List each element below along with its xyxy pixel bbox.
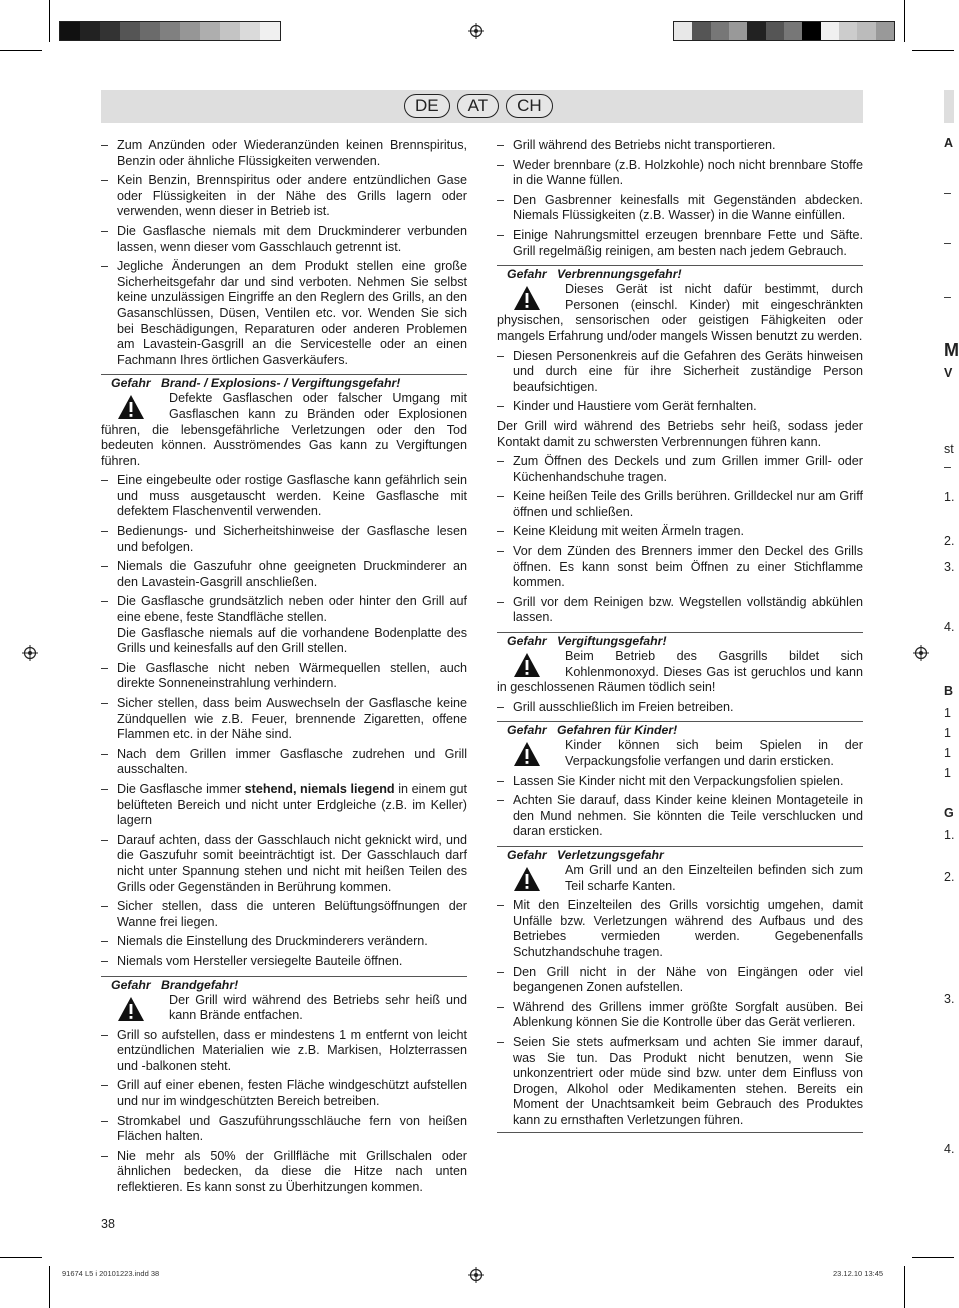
edge-text-fragment: 1. [944,490,955,504]
bullet-list [497,138,863,259]
list-item: – Grill während des Betriebs nicht transportieren. [497,138,863,154]
left-column [101,138,467,1200]
edge-text-fragment: 4. [944,1142,955,1156]
edge-text-fragment: 1. [944,828,955,842]
warning-title: Brandgefahr! [161,977,239,992]
edge-text-fragment: A [944,136,954,150]
list-item: – Grill so aufstellen, dass er mindestens 1 m entfernt von leicht entzündlichen Materialien wie z.B. Markisen, Holzterrassen und -balkonen steht. [101,1028,467,1075]
warning-label: Gefahr [507,847,547,862]
warning-triangle-icon [513,866,541,892]
list-item: – Lassen Sie Kinder nicht mit den Verpackungsfolien spielen. [497,774,863,790]
list-item: – Einige Nahrungsmittel erzeugen brennbare Fette und Säfte. Grill regelmäßig reinigen, am besten nach jedem Gebrauch. [497,228,863,259]
color-swatch [711,22,729,40]
warning-block [497,721,863,769]
list-item: – Seien Sie stets aufmerksam und achten Sie immer darauf, was Sie tun. Das Produkt nicht benutzen, wenn Sie unkonzentriert oder müde sind bzw. unter dem Einfluss von Drogen, Alkohol oder Medikamenten stehen. Bereits ein Moment der Unachtsamkeit beim Gebrauch des Produktes kann zu ernsthaften Verletzungen führen. [497,1035,863,1129]
edge-text-fragment: 3. [944,560,955,574]
list-item: – Den Grill nicht in der Nähe von Eingängen oder viel begangenen Zonen aufstellen. [497,965,863,996]
list-item: – Keine Kleidung mit weiten Ärmeln tragen. [497,524,863,540]
color-swatch [802,22,820,40]
color-swatch [260,22,280,40]
color-swatch [160,22,180,40]
edge-text-fragment: 1 [944,766,951,780]
footer-date: 23.12.10 13:45 [833,1269,884,1278]
registration-mark-icon [22,645,38,661]
crop-mark [0,1257,42,1258]
lang-tag-ch: CH [506,94,553,118]
warning-label: Gefahr [111,376,151,391]
warning-text: Der Grill wird während des Betriebs sehr heiß und kann Brände entfachen. [101,993,467,1024]
section-divider [497,1132,863,1133]
list-item: – Bedienungs- und Sicherheitshinweise der Gasflasche lesen und befolgen. [101,524,467,555]
bullet-list [497,898,863,1128]
color-swatch [240,22,260,40]
warning-label: Gefahr [507,723,547,738]
color-swatch [821,22,839,40]
warning-heading [111,978,467,993]
edge-text-fragment: – [944,290,951,304]
list-item: – Kinder und Haustiere vom Gerät fernhalten. [497,399,863,415]
color-swatch [120,22,140,40]
crop-mark [912,1257,954,1258]
list-item: – Niemals vom Hersteller versiegelte Bauteile öffnen. [101,954,467,970]
warning-text: Defekte Gasflaschen oder falscher Umgang mit Gasflaschen kann zu Bränden oder Explosionen führen, die lebensgefährliche Verletzungen oder den Tod bedeuten können. Ausströmendes Gas kann zu Vergiftungen führen. [101,391,467,468]
warning-title: Vergiftungsgefahr! [557,634,667,649]
list-item: – Zum Öffnen des Deckels und zum Grillen immer Grill- oder Küchenhandschuhe tragen. [497,454,863,485]
list-item: – Keine heißen Teile des Grills berühren. Grilldeckel nur am Griff öffnen und schließen. [497,489,863,520]
warning-heading [507,634,863,649]
edge-text-fragment: 2. [944,534,955,548]
bullet-list [497,700,863,716]
edge-text-fragment: M [944,340,959,360]
warning-text: Kinder können sich beim Spielen in der Verpackungsfolie verfangen und darin ersticken. [497,738,863,769]
crop-mark [912,50,954,51]
color-swatch [876,22,894,40]
list-item: – Während des Grillens immer größte Sorgfalt ausüben. Bei Ablenkung können Sie die Kontrolle über das Gerät verlieren. [497,1000,863,1031]
registration-mark-icon [468,23,484,39]
warning-label: Gefahr [111,977,151,992]
list-item: – Darauf achten, dass der Gasschlauch nicht geknickt wird, und die Gaszufuhr somit beeinträchtigt ist. Der Gasschlauch darf nicht unter Spannung stehen und nicht mit heißen Teilen des Grills oder Gegenständen in Berührung kommen. [101,833,467,895]
warning-triangle-icon [513,741,541,767]
edge-text-fragment: G [944,806,954,820]
registration-mark-icon [468,1267,484,1283]
list-item: – Stromkabel und Gaszuführungsschläuche fern von heißen Flächen halten. [101,1114,467,1145]
warning-block [101,976,467,1024]
warning-triangle-icon [117,996,145,1022]
warning-triangle-icon [117,394,145,420]
language-tags [404,94,553,118]
warning-heading [111,376,467,391]
bullet-list [101,1028,467,1196]
next-page-header-strip [944,90,954,123]
list-item: – Vor dem Zünden des Brenners immer den Deckel des Grills öffnen. Es kann sonst beim Öffnen zu einer Stichflamme kommen. [497,544,863,591]
lang-tag-de: DE [404,94,450,118]
list-item: – Grill auf einer ebenen, festen Fläche windgeschützt aufstellen und nur im windgeschützten Bereich betreiben. [101,1078,467,1109]
color-swatch [220,22,240,40]
color-swatch [857,22,875,40]
color-swatch [839,22,857,40]
warning-block [497,265,863,344]
color-swatch [692,22,710,40]
edge-text-fragment: – [944,186,951,200]
crop-mark [904,1266,905,1308]
edge-text-fragment: – [944,236,951,250]
crop-mark [904,0,905,42]
list-item: – Die Gasflasche grundsätzlich neben oder hinter den Grill auf eine ebene, feste Standfläche stellen. [101,594,467,625]
list-item: – Weder brennbare (z.B. Holzkohle) noch nicht brennbare Stoffe in die Wanne füllen. [497,158,863,189]
list-item: – Nie mehr als 50% der Grillfläche mit Grillschalen oder ähnlichen bedecken, da diese die Hitze nach unten reflektieren. Es kann sonst zu Überhitzungen kommen. [101,1149,467,1196]
list-item: – Den Gasbrenner keinesfalls mit Gegenständen abdecken. Niemals Flüssigkeiten (z.B. Wasser) in die Wanne einfüllen. [497,193,863,224]
edge-text-fragment: 1 [944,746,951,760]
emphasis-text: stehend, niemals liegend [244,781,395,796]
color-swatch [766,22,784,40]
footer-file-info: 91674 L5 i 20101223.indd 38 [62,1269,160,1278]
lang-tag-at: AT [457,94,499,118]
list-item: – Zum Anzünden oder Wiederanzünden keinen Brennspiritus, Benzin oder ähnliche Flüssigkeiten verwenden. [101,138,467,169]
list-item: – Nach dem Grillen immer Gasflasche zudrehen und Grill ausschalten. [101,747,467,778]
crop-mark [0,50,42,51]
warning-title: Verbrennungsgefahr! [557,267,682,282]
color-swatch [80,22,100,40]
color-swatch [729,22,747,40]
bullet-list [497,349,863,415]
list-item-continuation: Die Gasflasche niemals auf die vorhandene Bodenplatte des Grills und keinesfalls auf den Grill stellen. [117,625,467,656]
edge-text-fragment: V [944,366,953,380]
color-swatch [747,22,765,40]
color-swatch [60,22,80,40]
list-item: – Sicher stellen, dass die unteren Belüftungsöffnungen der Wanne frei liegen. [101,899,467,930]
list-item: – Achten Sie darauf, dass Kinder keine kleinen Montageteile in den Mund nehmen. Sie könnten die Teile verschlucken und daran ersticken. [497,793,863,840]
bullet-list [497,774,863,840]
color-calibration-bar-right [673,21,895,41]
edge-text-fragment: 1 [944,706,951,720]
warning-title: Brand- / Explosions- / Vergiftungsgefahr! [161,376,401,391]
color-swatch [674,22,692,40]
list-item: – Die Gasflasche immer stehend, niemals liegend in einem gut belüfteten Bereich und nicht unter Erdgleiche (z.B. im Keller) lagern [101,782,467,829]
edge-text-fragment: 4. [944,620,955,634]
warning-label: Gefahr [507,634,547,649]
edge-text-fragment: – [944,460,951,474]
warning-block [101,374,467,469]
warning-title: Verletzungsgefahr [557,847,664,862]
color-swatch [140,22,160,40]
crop-mark [49,1266,50,1308]
warning-block [497,846,863,894]
list-item: – Niemals die Einstellung des Druckminderers verändern. [101,934,467,950]
page-number: 38 [101,1217,115,1231]
warning-triangle-icon [513,285,541,311]
list-item: – Jegliche Änderungen an dem Produkt stellen eine große Sicherheitsgefahr dar und sind verboten. Nehmen Sie selbst keine unzulässigen Eingriffe an den Reglern des Grills, an den Gasanschlüssen, Düsen, Ventilen etc. vor. Wenden Sie sich bei Beschädigungen, Reparaturen oder anderen Problemen am Lavastein-Gasgrill an die Servicestelle oder an einen Fachmann Ihres örtlichen Gasverkäufers. [101,259,467,368]
list-item: – Die Gasflasche nicht neben Wärmequellen stellen, auch direkte Sonneneinstrahlung verhindern. [101,661,467,692]
edge-text-fragment: 1 [944,726,951,740]
warning-heading [507,723,863,738]
warning-label: Gefahr [507,267,547,282]
warning-heading [507,267,863,282]
registration-mark-icon [913,645,929,661]
paragraph: Der Grill wird während des Betriebs sehr heiß, sodass jeder Kontakt damit zu schwersten Verbrennungen führen kann. [497,418,863,449]
edge-text-fragment: 2. [944,870,955,884]
warning-title: Gefahren für Kinder! [557,723,678,738]
color-swatch [200,22,220,40]
list-item: – Mit den Einzelteilen des Grills vorsichtig umgehen, damit Unfälle bzw. Verletzungen während des Aufbaus und des Betriebes vermieden werden. Gegebenenfalls Schutzhandschuhe tragen. [497,898,863,960]
list-item: – Die Gasflasche niemals mit dem Druckminderer verbunden lassen, wenn dieser vom Gasschlauch getrennt ist. [101,224,467,255]
warning-heading [507,848,863,863]
list-item: – Grill ausschließlich im Freien betreiben. [497,700,863,716]
color-swatch [180,22,200,40]
bullet-list [101,138,467,368]
warning-text: Am Grill und an den Einzelteilen befinden sich zum Teil scharfe Kanten. [497,863,863,894]
right-column [497,138,863,1139]
list-item: – Sicher stellen, dass beim Auswechseln der Gasflasche keine Zündquellen wie z.B. Feuer, brennende Zigaretten, offene Flammen etc. in der Nähe sind. [101,696,467,743]
warning-text: Beim Betrieb des Gasgrills bildet sich Kohlenmonoxyd. Dieses Gas ist geruchlos und kann in geschlossenen Räumen tödlich sein! [497,649,863,695]
warning-block [497,632,863,696]
list-item: – Grill vor dem Reinigen bzw. Wegstellen vollständig abkühlen lassen. [497,595,863,626]
edge-text-fragment: B [944,684,954,698]
bullet-list [497,454,863,626]
edge-text-fragment: 3. [944,992,955,1006]
warning-triangle-icon [513,652,541,678]
list-item: – Eine eingebeulte oder rostige Gasflasche kann gefährlich sein und muss ausgetauscht werden. Keine Gasflasche mit defektem Flaschenventil verwenden. [101,473,467,520]
warning-text: Dieses Gerät ist nicht dafür bestimmt, durch Personen (einschl. Kinder) mit eingeschränkten physischen, sensorischen oder geistigen Fähigkeiten oder mangels Erfahrung und/oder mangels Wissen benutzt zu werden. [497,282,863,343]
color-calibration-bar-left [59,21,281,41]
edge-text-fragment: st [944,442,954,456]
list-item: – Diesen Personenkreis auf die Gefahren des Geräts hinweisen und durch eine für ihre Sicherheit zuständige Person beaufsichtigen. [497,349,863,396]
list-item: – Kein Benzin, Brennspiritus oder andere entzündlichen Gase oder Flüssigkeiten in der Nähe des Grills lagern oder verwenden, wenn dieser in Betrieb ist. [101,173,467,220]
bullet-list [101,473,467,969]
color-swatch [100,22,120,40]
color-swatch [784,22,802,40]
crop-mark [49,0,50,42]
list-item: – Niemals die Gaszufuhr ohne geeigneten Druckminderer an den Lavastein-Gasgrill anschließen. [101,559,467,590]
